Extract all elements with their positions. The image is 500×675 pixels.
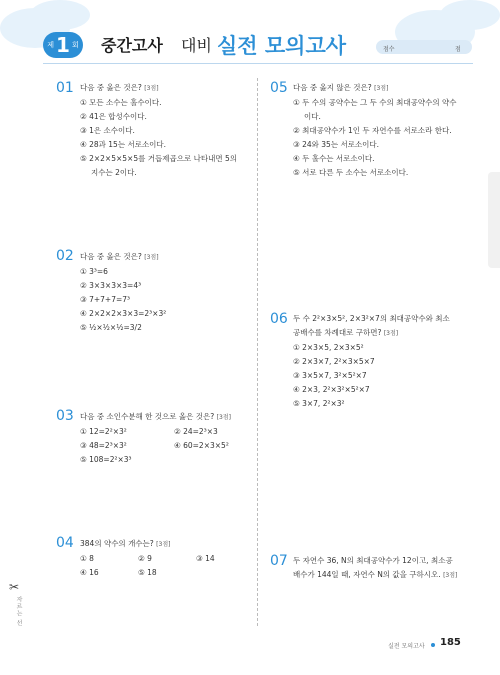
q5-option-2[interactable]: ② 최대공약수가 1인 두 자연수를 서로소라 한다. — [293, 126, 452, 135]
badge-suffix: 회 — [71, 41, 79, 49]
title-prep: 대비 — [181, 36, 212, 55]
question-1 — [80, 81, 237, 180]
question-5-points: [3점] — [374, 85, 389, 92]
q5-option-5[interactable]: ⑤ 서로 다른 두 소수는 서로소이다. — [293, 168, 409, 177]
question-3-text: 다음 중 소인수분해 한 것으로 옳은 것은? — [80, 412, 215, 421]
question-1-text: 다음 중 옳은 것은? — [80, 83, 142, 92]
cloud-decoration — [30, 0, 90, 30]
page-header — [0, 0, 500, 70]
question-7-number: 07 — [270, 553, 288, 569]
question-4-number: 04 — [56, 535, 74, 551]
question-7-text-2: 배수가 144일 때, 자연수 N의 값을 구하시오. — [293, 570, 441, 579]
question-7 — [293, 554, 457, 583]
score-label: 점수 — [383, 46, 395, 53]
footer-dot — [431, 643, 435, 647]
q3-option-5[interactable]: ⑤ 108=2²×3³ — [80, 455, 132, 464]
q5-option-1[interactable]: ① 두 수의 공약수는 그 두 수의 최대공약수의 약수 — [293, 98, 457, 107]
question-4 — [80, 537, 254, 580]
question-3 — [80, 410, 268, 467]
q2-option-1[interactable]: ① 3³=6 — [80, 267, 108, 276]
q2-option-2[interactable]: ② 3×3×3×3=4³ — [80, 281, 142, 290]
q6-option-5[interactable]: ⑤ 3×7, 2²×3² — [293, 399, 345, 408]
q1-option-5[interactable]: ⑤ 2×2×5×5×5를 거듭제곱으로 나타내면 5의 — [80, 154, 237, 163]
question-2-number: 02 — [56, 248, 74, 264]
question-3-points: [3점] — [216, 414, 231, 421]
question-5-text: 다음 중 옳지 않은 것은? — [293, 83, 372, 92]
q6-option-3[interactable]: ③ 3×5×7, 3²×5²×7 — [293, 371, 367, 380]
q6-option-4[interactable]: ④ 2×3, 2²×3²×5²×7 — [293, 385, 370, 394]
exam-round-badge — [43, 32, 83, 58]
q4-option-2[interactable]: ② 9 — [138, 554, 152, 563]
q4-option-5[interactable]: ⑤ 18 — [138, 568, 157, 577]
question-1-points: [3점] — [144, 85, 159, 92]
score-unit: 점 — [455, 46, 461, 53]
question-4-points: [3점] — [156, 541, 171, 548]
q4-option-3[interactable]: ③ 14 — [196, 554, 215, 563]
q2-option-5[interactable]: ⑤ ½×½×½=3/2 — [80, 323, 142, 332]
column-divider — [257, 78, 258, 626]
badge-prefix: 제 — [47, 41, 55, 49]
q1-option-5-cont: 지수는 2이다. — [91, 168, 137, 177]
cut-line-label: 자르는 선 — [15, 596, 22, 627]
q1-option-2[interactable]: ② 41은 합성수이다. — [80, 112, 147, 121]
question-6 — [293, 312, 450, 411]
scissors-icon: ✂ — [9, 580, 20, 594]
question-2-points: [3점] — [144, 254, 159, 261]
title-midterm: 중간고사 — [101, 36, 163, 55]
q5-option-1-cont: 이다. — [304, 112, 321, 121]
question-6-points: [3점] — [383, 330, 399, 337]
cloud-decoration — [440, 0, 500, 30]
header-divider — [43, 63, 473, 64]
q4-option-4[interactable]: ④ 16 — [80, 568, 99, 577]
question-6-number: 06 — [270, 311, 288, 327]
q3-option-3[interactable]: ③ 48=2³×3² — [80, 441, 127, 450]
q1-option-4[interactable]: ④ 28과 15는 서로소이다. — [80, 140, 167, 149]
q3-option-1[interactable]: ① 12=2²×3² — [80, 427, 127, 436]
question-7-points: [3점] — [443, 572, 458, 579]
q2-option-4[interactable]: ④ 2×2×2×3×3=2³×3² — [80, 309, 167, 318]
q3-option-4[interactable]: ④ 60=2×3×5² — [174, 441, 229, 450]
q6-option-1[interactable]: ① 2×3×5, 2×3×5² — [293, 343, 364, 352]
question-7-text: 두 자연수 36, N의 최대공약수가 12이고, 최소공 — [293, 556, 453, 565]
q5-option-4[interactable]: ④ 두 홀수는 서로소이다. — [293, 154, 375, 163]
q5-option-3[interactable]: ③ 24와 35는 서로소이다. — [293, 140, 380, 149]
q1-option-1[interactable]: ① 모든 소수는 홀수이다. — [80, 98, 162, 107]
question-2-text: 다음 중 옳은 것은? — [80, 252, 142, 261]
question-2 — [80, 250, 166, 335]
question-1-number: 01 — [56, 80, 74, 96]
question-5-number: 05 — [270, 80, 288, 96]
question-3-number: 03 — [56, 408, 74, 424]
q4-option-1[interactable]: ① 8 — [80, 554, 94, 563]
q6-option-2[interactable]: ② 2×3×7, 2²×3×5×7 — [293, 357, 375, 366]
title-mock-exam: 실전 모의고사 — [217, 34, 347, 58]
q3-option-2[interactable]: ② 24=2³×3 — [174, 427, 218, 436]
question-5 — [293, 81, 456, 180]
q1-option-3[interactable]: ③ 1은 소수이다. — [80, 126, 135, 135]
question-6-text: 두 수 2²×3×5², 2×3²×7의 최대공약수와 최소 — [293, 314, 450, 323]
question-4-text: 384의 약수의 개수는? — [80, 539, 154, 548]
footer-label: 실전 모의고사 — [388, 643, 425, 650]
badge-number: 1 — [56, 33, 70, 57]
q2-option-3[interactable]: ③ 7+7+7=7³ — [80, 295, 131, 304]
page-number: 185 — [440, 637, 461, 648]
question-6-text-2: 공배수를 차례대로 구하면? — [293, 328, 382, 337]
side-tab — [488, 172, 500, 268]
